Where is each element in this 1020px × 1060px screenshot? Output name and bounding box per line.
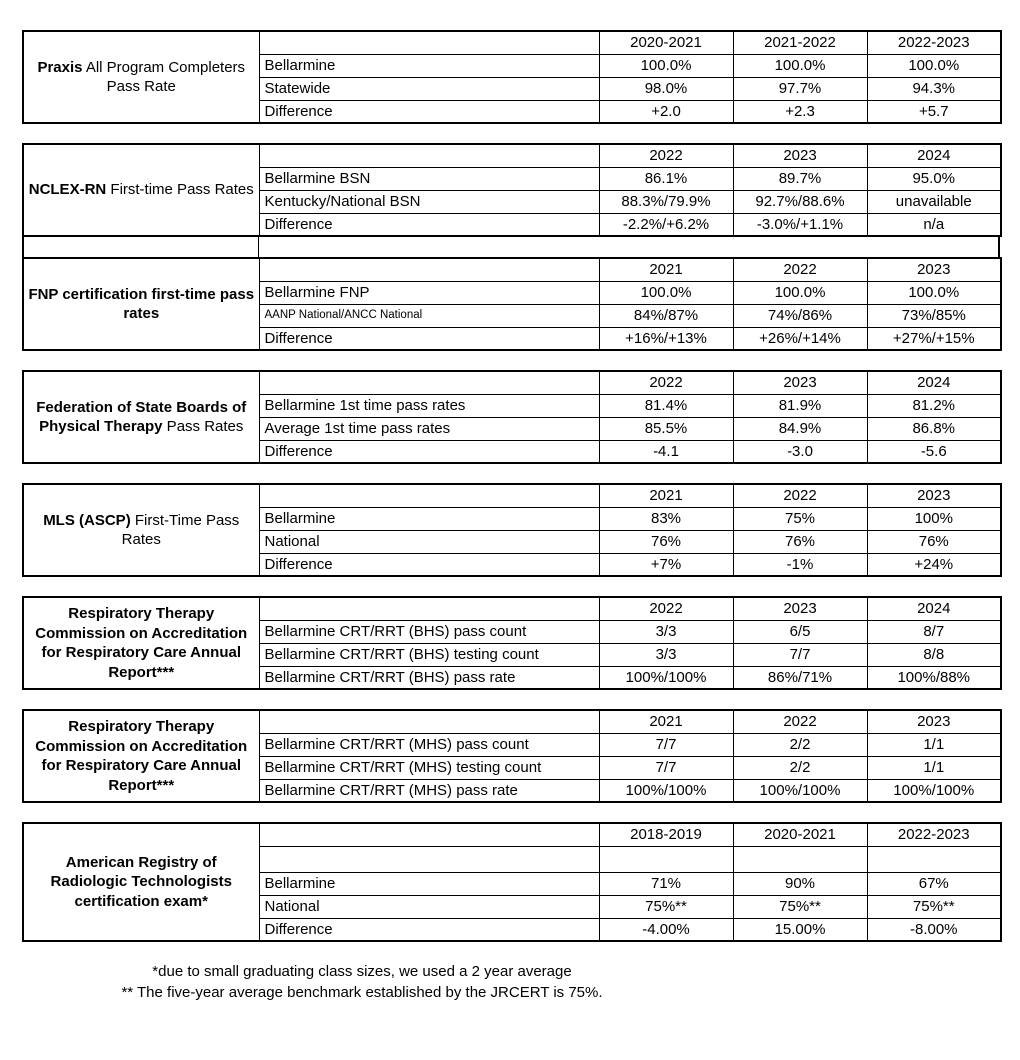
value-cell: +26%/+14% [733,327,867,350]
value-cell: unavailable [867,190,1001,213]
value-cell: 75%** [733,895,867,918]
year-header-cell: 2024 [867,371,1001,394]
row-label-cell: Difference [259,918,599,941]
blank-header-cell [259,597,599,620]
blank-header-cell [259,710,599,733]
footnote-asterisk: *due to small graduating class sizes, we used a 2 year average [152,963,572,980]
row-label-cell: Bellarmine [259,54,599,77]
program-title-text [28,604,255,682]
year-header-cell: 2023 [867,484,1001,507]
value-cell: 8/8 [867,643,1001,666]
title-segment: Respiratory Therapy Commission on Accreditation for Respiratory Care Annual Report*** [35,718,248,794]
value-cell: 94.3% [867,77,1001,100]
title-segment: FNP certification first-time pass rates [28,285,255,322]
resp-mhs-program-label [23,710,259,802]
value-cell: 100% [867,507,1001,530]
program-title-text [28,398,255,437]
value-cell: 95.0% [867,167,1001,190]
value-cell: 7/7 [599,756,733,779]
value-cell: 3/3 [599,620,733,643]
year-header-cell: 2022 [599,144,733,167]
row-label-cell: Statewide [259,77,599,100]
fsbpt-program-label [23,371,259,463]
year-header-cell: 2021 [599,710,733,733]
year-header-cell: 2023 [733,371,867,394]
value-cell: 81.9% [733,394,867,417]
value-cell: +24% [867,553,1001,576]
value-cell: 84%/87% [599,304,733,327]
value-cell: -3.0%/+1.1% [733,213,867,236]
value-cell: -4.00% [599,918,733,941]
row-label-cell: Bellarmine CRT/RRT (MHS) pass rate [259,779,599,802]
resp-mhs-table [22,709,1002,803]
year-header-cell: 2020-2021 [733,823,867,846]
praxis-program-label [23,31,259,123]
fnp-table [22,257,1002,351]
value-cell: 7/7 [733,643,867,666]
value-cell: 7/7 [599,733,733,756]
value-cell: 83% [599,507,733,530]
year-header-cell: 2021 [599,484,733,507]
value-cell: 1/1 [867,756,1001,779]
year-header-cell: 2021-2022 [733,31,867,54]
row-label-cell: AANP National/ANCC National [259,304,599,327]
blank-header-cell [259,484,599,507]
title-segment: American Registry of Radiologic Technologists certification exam* [50,853,232,910]
year-header-cell: 2023 [867,710,1001,733]
value-cell: 75%** [867,895,1001,918]
year-header-cell: 2024 [867,144,1001,167]
title-segment: First-time Pass Rates [106,181,254,199]
program-title-text [28,717,255,795]
value-cell: +16%/+13% [599,327,733,350]
value-cell: -3.0 [733,440,867,463]
value-cell: 75%** [599,895,733,918]
year-header-cell: 2022-2023 [867,31,1001,54]
empty-cell [259,846,599,872]
title-segment: MLS (ASCP) [43,511,131,529]
value-cell: 100%/100% [733,779,867,802]
blank-header-cell [259,371,599,394]
value-cell: 98.0% [599,77,733,100]
program-title-text [28,58,255,97]
value-cell: 76% [599,530,733,553]
value-cell: 71% [599,872,733,895]
value-cell: 6/5 [733,620,867,643]
value-cell: +7% [599,553,733,576]
program-title-text [28,511,255,550]
value-cell: 15.00% [733,918,867,941]
empty-cell [867,846,1001,872]
arrt-program-label [23,823,259,941]
year-header-cell: 2022-2023 [867,823,1001,846]
year-header-cell: 2022 [599,371,733,394]
value-cell: 100.0% [867,54,1001,77]
row-label-cell: Bellarmine FNP [259,281,599,304]
value-cell: 76% [867,530,1001,553]
mls-program-label [23,484,259,576]
value-cell: 1/1 [867,733,1001,756]
value-cell: +5.7 [867,100,1001,123]
arrt-table [22,822,1002,942]
value-cell: 100.0% [867,281,1001,304]
value-cell: 100.0% [599,54,733,77]
nclex-program-label [23,144,259,236]
row-label-cell: Bellarmine 1st time pass rates [259,394,599,417]
row-label-cell: Bellarmine CRT/RRT (BHS) pass count [259,620,599,643]
value-cell: +27%/+15% [867,327,1001,350]
value-cell: 97.7% [733,77,867,100]
blank-header-cell [259,31,599,54]
value-cell: 76% [733,530,867,553]
fnp-program-label [23,258,259,350]
praxis-table [22,30,1002,124]
year-header-cell: 2024 [867,597,1001,620]
value-cell: +2.3 [733,100,867,123]
value-cell: 92.7%/88.6% [733,190,867,213]
value-cell: n/a [867,213,1001,236]
value-cell: 3/3 [599,643,733,666]
value-cell: 81.2% [867,394,1001,417]
row-label-cell: Bellarmine CRT/RRT (MHS) testing count [259,756,599,779]
footnotes [22,961,702,1003]
resp-bhs-table [22,596,1002,690]
year-header-cell: 2018-2019 [599,823,733,846]
value-cell: 100%/100% [599,779,733,802]
program-title-text [28,285,255,324]
fsbpt-table [22,370,1002,464]
row-label-cell: Difference [259,553,599,576]
blank-header-cell [259,823,599,846]
row-label-cell: Bellarmine CRT/RRT (BHS) pass rate [259,666,599,689]
year-header-cell: 2022 [599,597,733,620]
value-cell: 100.0% [599,281,733,304]
blank-header-cell [259,144,599,167]
title-segment: All Program Completers Pass Rate [82,58,246,95]
title-segment: Pass Rates [162,418,244,435]
year-header-cell: 2020-2021 [599,31,733,54]
empty-cell [599,846,733,872]
value-cell: 100.0% [733,54,867,77]
value-cell: 90% [733,872,867,895]
program-title-text [43,853,239,912]
row-label-cell: Kentucky/National BSN [259,190,599,213]
year-header-cell: 2022 [733,484,867,507]
blank-header-cell [259,258,599,281]
value-cell: 100.0% [733,281,867,304]
value-cell: -4.1 [599,440,733,463]
row-label-cell: Bellarmine CRT/RRT (MHS) pass count [259,733,599,756]
row-label-cell: Bellarmine CRT/RRT (BHS) testing count [259,643,599,666]
year-header-cell: 2023 [733,597,867,620]
row-label-cell: Bellarmine [259,872,599,895]
title-segment: Federation of State Boards of Physical Therapy [36,398,247,435]
value-cell: 86.1% [599,167,733,190]
year-header-cell: 2022 [733,258,867,281]
title-segment: Praxis [37,58,83,76]
value-cell: 100%/88% [867,666,1001,689]
program-title-text [29,180,254,200]
mls-table [22,483,1002,577]
resp-bhs-program-label [23,597,259,689]
row-label-cell: Difference [259,440,599,463]
title-segment: First-Time Pass Rates [121,511,240,548]
value-cell: 86.8% [867,417,1001,440]
value-cell: 75% [733,507,867,530]
value-cell: 100%/100% [867,779,1001,802]
row-label-cell: Difference [259,213,599,236]
year-header-cell: 2021 [599,258,733,281]
value-cell: -1% [733,553,867,576]
year-header-cell: 2022 [733,710,867,733]
nclex-table [22,143,1002,237]
value-cell: 2/2 [733,733,867,756]
value-cell: -5.6 [867,440,1001,463]
value-cell: -8.00% [867,918,1001,941]
value-cell: 85.5% [599,417,733,440]
row-label-cell: Average 1st time pass rates [259,417,599,440]
value-cell: 100%/100% [599,666,733,689]
value-cell: 2/2 [733,756,867,779]
value-cell: 67% [867,872,1001,895]
row-label-cell: Bellarmine [259,507,599,530]
row-label-cell: Bellarmine BSN [259,167,599,190]
tables-container [22,30,1000,942]
row-label-cell: Difference [259,327,599,350]
title-segment: NCLEX-RN [28,181,107,199]
table-gap-connector [22,237,1000,257]
footnote-double-asterisk: ** The five-year average benchmark established by the JRCERT is 75%. [121,984,603,1001]
value-cell: 8/7 [867,620,1001,643]
value-cell: 89.7% [733,167,867,190]
year-header-cell: 2023 [733,144,867,167]
row-label-cell: Difference [259,100,599,123]
row-label-cell: National [259,530,599,553]
value-cell: 73%/85% [867,304,1001,327]
value-cell: +2.0 [599,100,733,123]
value-cell: 86%/71% [733,666,867,689]
value-cell: -2.2%/+6.2% [599,213,733,236]
value-cell: 88.3%/79.9% [599,190,733,213]
year-header-cell: 2023 [867,258,1001,281]
empty-cell [733,846,867,872]
value-cell: 81.4% [599,394,733,417]
title-segment: Respiratory Therapy Commission on Accreditation for Respiratory Care Annual Report*** [35,605,248,681]
value-cell: 84.9% [733,417,867,440]
value-cell: 74%/86% [733,304,867,327]
row-label-cell: National [259,895,599,918]
